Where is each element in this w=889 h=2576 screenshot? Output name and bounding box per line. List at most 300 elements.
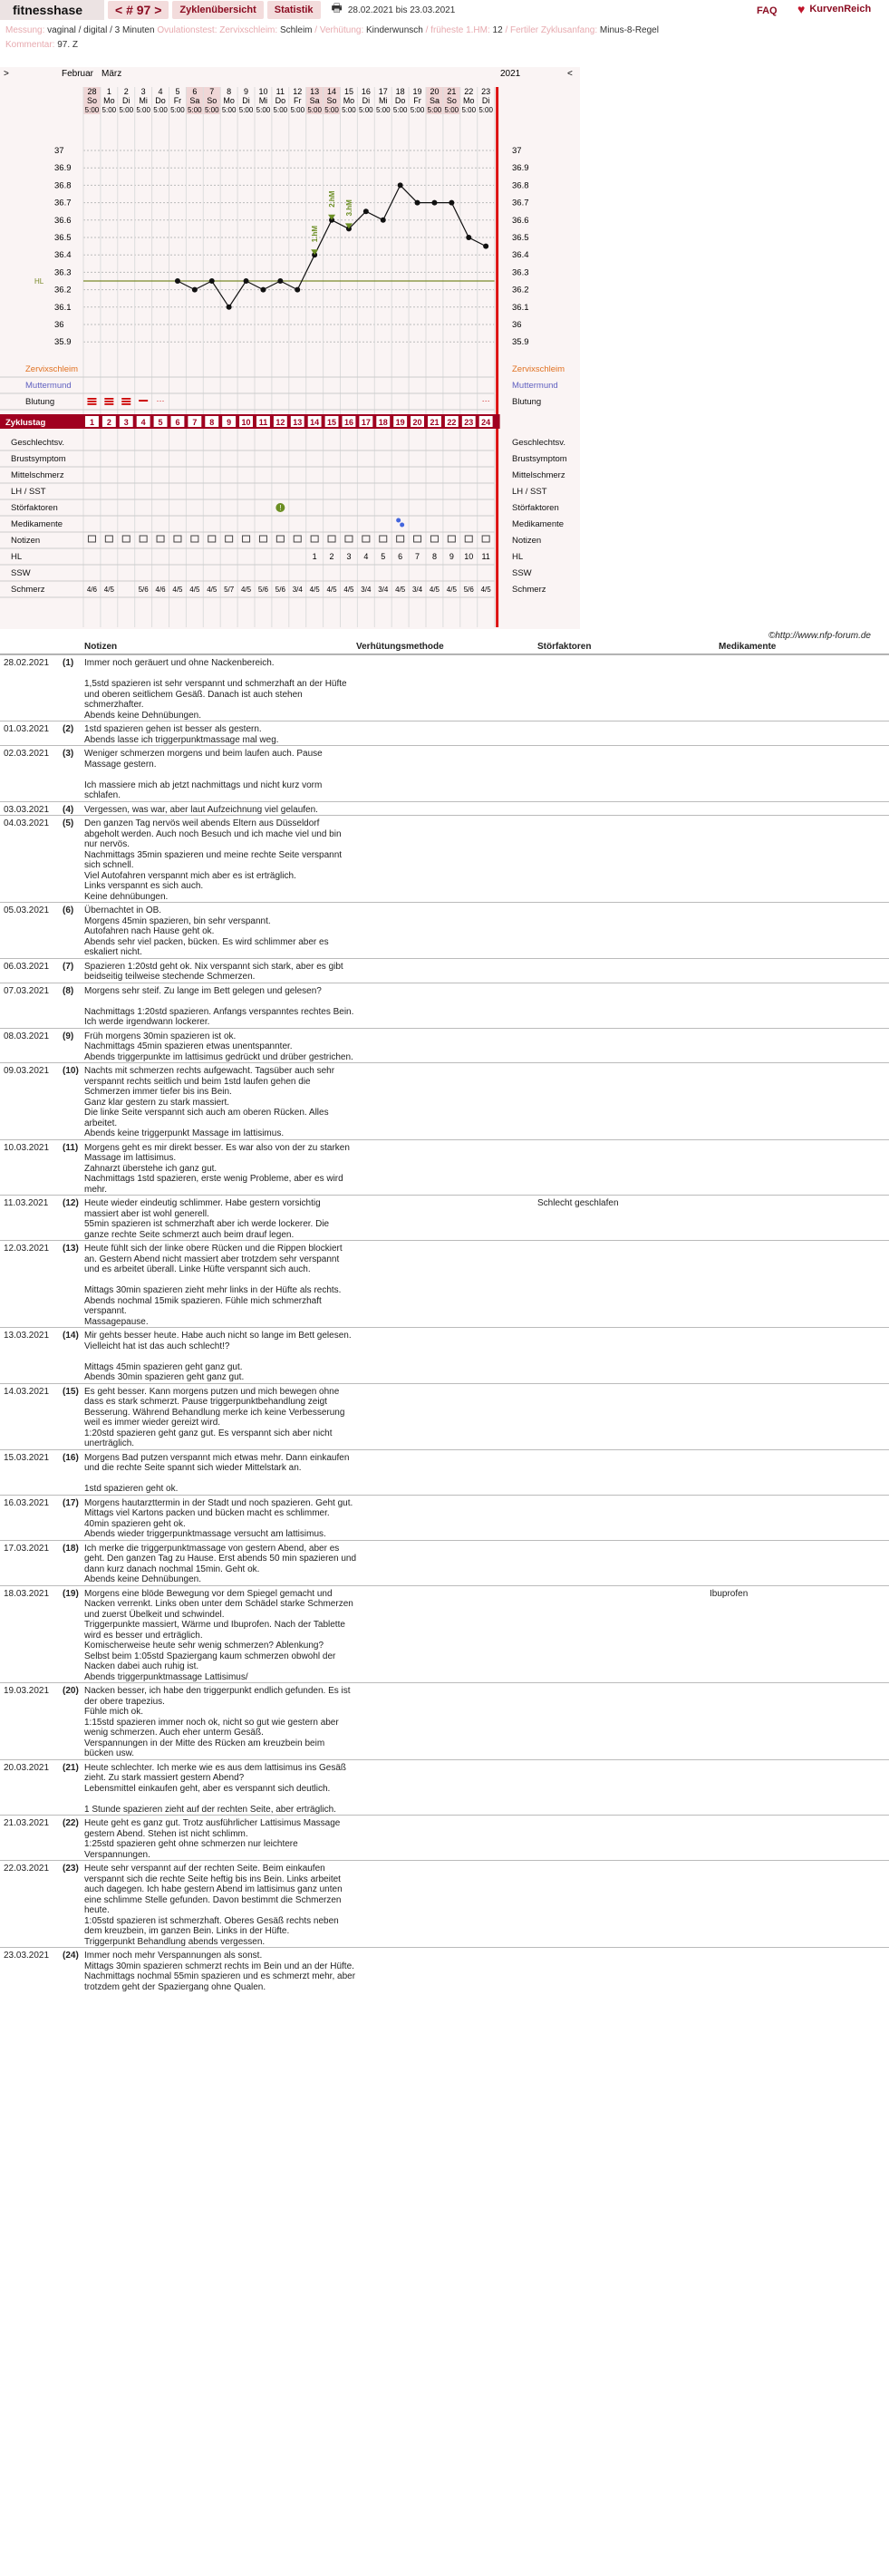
hl-number: 1 bbox=[312, 552, 317, 561]
measure-time: 5:00 bbox=[84, 106, 100, 114]
note-contra bbox=[356, 1066, 537, 1139]
note-text: Nacken besser, ich habe den triggerpunkt endlich gefunden. Es ist der obere trapezius. Fühle mich ok. 1:15std spazieren immer noch ok, nicht so gut wie gestern aber wenig schmerzen. Auch eher unterm Gesäß. Verspannungen in der Mitte des Rücken am kreuzbein beim bücken usw. bbox=[84, 1686, 351, 1758]
y-tick-right: 36.4 bbox=[512, 250, 529, 261]
row-label: Brustsymptom bbox=[11, 454, 66, 464]
note-date: 04.03.2021 bbox=[4, 818, 50, 828]
measure-time: 5:00 bbox=[256, 106, 271, 114]
row-label-right: Zervixschleim bbox=[512, 364, 565, 374]
note-row bbox=[0, 1815, 889, 1860]
pain-value: 4/5 bbox=[446, 586, 457, 594]
row-label: SSW bbox=[11, 568, 31, 578]
weekday: So bbox=[446, 96, 457, 105]
note-factors bbox=[537, 1763, 710, 1816]
month-label: März bbox=[101, 69, 122, 79]
row-label-right: SSW bbox=[512, 568, 532, 578]
pain-value: 4/5 bbox=[172, 586, 183, 594]
note-date: 10.03.2021 bbox=[4, 1142, 50, 1153]
note-row bbox=[0, 1139, 889, 1196]
hl-number: 4 bbox=[363, 552, 369, 561]
weekday: Mo bbox=[223, 96, 235, 105]
pain-value: 4/5 bbox=[103, 586, 114, 594]
cycle-day-number: 18 bbox=[378, 418, 388, 427]
y-tick-right: 37 bbox=[512, 146, 522, 156]
month-label: Februar bbox=[62, 69, 94, 79]
weekday: So bbox=[326, 96, 337, 105]
day-number: 7 bbox=[209, 87, 215, 96]
hm-mark: 3.hM bbox=[344, 199, 353, 217]
measure-time: 5:00 bbox=[375, 106, 391, 114]
note-text: Weniger schmerzen morgens und beim laufen auch. Pause Massage gestern. Ich massiere mich ab jetzt nachmittags und nicht kurz vorm schlafen. bbox=[84, 749, 323, 800]
note-date: 17.03.2021 bbox=[4, 1543, 50, 1554]
pain-value: 4/5 bbox=[207, 586, 217, 594]
weekday: Mo bbox=[343, 96, 355, 105]
note-text: Morgens Bad putzen verspannt mich etwas mehr. Dann einkaufen und die rechte Seite spannt sich wieder Mittelstark an. 1std spazieren geht ok. bbox=[84, 1452, 350, 1494]
note-icon bbox=[208, 536, 216, 542]
note-day: (17) bbox=[63, 1497, 79, 1508]
y-tick-right: 36.8 bbox=[512, 180, 529, 191]
day-number: 3 bbox=[140, 87, 146, 96]
note-row bbox=[0, 721, 889, 745]
nav-prev: > bbox=[4, 69, 9, 79]
bleeding-mark bbox=[121, 403, 130, 405]
note-contra bbox=[356, 1331, 537, 1383]
cycle-day-number: 5 bbox=[158, 418, 163, 427]
note-factors bbox=[537, 905, 710, 958]
day-number: 13 bbox=[310, 87, 320, 96]
note-contra bbox=[356, 1453, 537, 1495]
tab-overview[interactable]: Zyklenübersicht bbox=[172, 1, 263, 19]
pain-value: 5/6 bbox=[275, 586, 285, 594]
day-number: 19 bbox=[412, 87, 422, 96]
day-number: 15 bbox=[343, 87, 353, 96]
note-icon bbox=[448, 536, 455, 542]
temp-point bbox=[415, 200, 420, 206]
measure-time: 5:00 bbox=[153, 106, 168, 114]
note-text: Immer noch mehr Verspannungen als sonst. Mittags 30min spazieren schmerzt rechts im Bein und an der Hüfte. Nachmittags nochmal 55min spazieren und es schmerzt mehr, aber trotzdem geht der Spaziergang ohne Qualen. bbox=[84, 1951, 356, 1992]
pain-value: 3/4 bbox=[378, 586, 389, 594]
kurvenreich-link[interactable]: ♥ KurvenReich bbox=[797, 2, 872, 16]
note-contra bbox=[356, 1031, 537, 1063]
note-contra bbox=[356, 805, 537, 816]
row-label: Muttermund bbox=[25, 381, 72, 391]
bleeding-mark bbox=[104, 398, 113, 400]
note-date: 09.03.2021 bbox=[4, 1066, 50, 1076]
temp-point bbox=[295, 287, 300, 293]
note-icon bbox=[294, 536, 301, 542]
meta-key: Ovulationstest: bbox=[157, 25, 220, 35]
note-icon bbox=[380, 536, 387, 542]
heart-check-icon: ♥ bbox=[797, 2, 806, 16]
note-contra bbox=[356, 658, 537, 721]
y-tick: 36.6 bbox=[54, 215, 72, 226]
bleeding-mark bbox=[104, 401, 113, 402]
note-day: (24) bbox=[63, 1951, 79, 1961]
note-date: 15.03.2021 bbox=[4, 1452, 50, 1463]
note-text: Vergessen, was war, aber laut Aufzeichnung viel gelaufen. bbox=[84, 804, 318, 815]
note-row bbox=[0, 815, 889, 902]
row-label: Zervixschleim bbox=[25, 364, 79, 374]
row-label-right: Geschlechtsv. bbox=[512, 438, 565, 448]
note-factors bbox=[537, 1686, 710, 1759]
day-number: 5 bbox=[175, 87, 180, 96]
meta-key: / Fertiler Zyklusanfang: bbox=[505, 25, 600, 35]
note-date: 16.03.2021 bbox=[4, 1497, 50, 1508]
cycle-day-number: 11 bbox=[258, 418, 268, 427]
note-icon bbox=[140, 536, 147, 542]
measure-time: 5:00 bbox=[221, 106, 237, 114]
note-icon bbox=[191, 536, 198, 542]
measure-time: 5:00 bbox=[427, 106, 442, 114]
year-label: 2021 bbox=[500, 69, 521, 79]
note-date: 01.03.2021 bbox=[4, 724, 50, 734]
note-row bbox=[0, 1540, 889, 1585]
note-row bbox=[0, 1495, 889, 1540]
note-factors bbox=[537, 1143, 710, 1196]
note-factors bbox=[537, 1951, 710, 1992]
pain-value: 5/6 bbox=[463, 586, 474, 594]
note-date: 05.03.2021 bbox=[4, 905, 50, 915]
weekday: Fr bbox=[294, 96, 302, 105]
note-contra bbox=[356, 1244, 537, 1327]
note-contra bbox=[356, 1951, 537, 1992]
note-row bbox=[0, 1195, 889, 1240]
note-factors bbox=[537, 724, 710, 745]
measure-time: 5:00 bbox=[359, 106, 373, 114]
measure-time: 5:00 bbox=[136, 106, 150, 114]
row-label-right: Muttermund bbox=[512, 381, 558, 391]
row-label-right: Schmerz bbox=[512, 585, 546, 595]
temp-point bbox=[260, 287, 266, 293]
weekday: Di bbox=[122, 96, 130, 105]
note-text: Heute wieder eindeutig schlimmer. Habe gestern vorsichtig massiert aber ist wohl generell. 55min spazieren ist schmerzhaft aber ich werde lockerer. Die ganze rechte Seite schmerzt auch beim drauf legen. bbox=[84, 1198, 330, 1240]
weekday: Di bbox=[362, 96, 371, 105]
measure-time: 5:00 bbox=[119, 106, 134, 114]
day-number: 22 bbox=[464, 87, 474, 96]
row-label: HL bbox=[11, 552, 23, 562]
day-number: 18 bbox=[395, 87, 405, 96]
note-icon bbox=[88, 536, 95, 542]
note-factors bbox=[537, 1864, 710, 1947]
note-icon bbox=[276, 536, 284, 542]
note-contra bbox=[356, 962, 537, 983]
note-date: 20.03.2021 bbox=[4, 1762, 50, 1773]
temp-point bbox=[227, 305, 232, 310]
note-icon bbox=[430, 536, 438, 542]
cycle-day-number: 7 bbox=[192, 418, 198, 427]
y-tick: 36.7 bbox=[54, 198, 72, 208]
note-icon bbox=[311, 536, 318, 542]
day-number: 14 bbox=[327, 87, 337, 96]
measure-time: 5:00 bbox=[290, 106, 305, 114]
note-day: (20) bbox=[63, 1686, 79, 1696]
hm-mark: 2.hM bbox=[328, 190, 337, 208]
hl-number: 10 bbox=[464, 552, 474, 561]
note-factors bbox=[537, 1031, 710, 1063]
note-day: (14) bbox=[63, 1331, 79, 1341]
hl-number: 2 bbox=[329, 552, 334, 561]
note-row bbox=[0, 983, 889, 1028]
row-label: Blutung bbox=[25, 397, 55, 407]
cycle-day-number: 2 bbox=[106, 418, 111, 427]
note-text: Heute fühlt sich der linke obere Rücken und die Rippen blockiert an. Gestern Abend nicht massiert aber trotzdem sehr verspannt und es arbeitet überall. Linke Hüfte verspannt sich auch. Mittags 30min spazieren zieht mehr links in der Hüfte als rechts. Abends nochmal 15mik spazieren. Fühle mich schmerzhaft verspannt. Massagepause. bbox=[84, 1244, 343, 1327]
pain-value: 4/5 bbox=[309, 586, 320, 594]
y-tick: 36.4 bbox=[54, 250, 72, 261]
row-label-right: Mittelschmerz bbox=[512, 470, 565, 480]
measure-time: 5:00 bbox=[392, 106, 408, 114]
note-date: 07.03.2021 bbox=[4, 985, 50, 996]
bleeding-mark bbox=[121, 398, 130, 400]
day-number: 10 bbox=[258, 87, 268, 96]
note-text: Morgens eine blöde Bewegung vor dem Spiegel gemacht und Nacken verrenkt. Links oben unter dem Schädel starke Schmerzen und zuerst Übelkeit und schwindel. Triggerpunkte massiert, Wärme und Ibuprofen. Nach der Tablette wird es besser und erträglich. Komischerweise heute sehr wenig schmerzen? Ablenkung? Selbst beim 1:05std Spaziergang kaum schmerzen obwohl der Nacken dabei auch ruhig ist. Abends triggerpunktmassage Lattisimus/ bbox=[84, 1588, 353, 1682]
note-contra bbox=[356, 1763, 537, 1816]
nav-next: < bbox=[567, 69, 573, 79]
cycle-day-number: 1 bbox=[89, 418, 94, 427]
note-date: 21.03.2021 bbox=[4, 1818, 50, 1828]
measure-time: 5:00 bbox=[204, 106, 219, 114]
temp-point bbox=[381, 218, 386, 223]
note-text: Ich merke die triggerpunktmassage von gestern Abend, aber es geht. Den ganzen Tag zu Hause. Erst abends 50 min spazieren und dann kurz danach nochmal 15min. Geht ok. Abends keine Dehnübungen. bbox=[84, 1543, 357, 1584]
meta-key: Messung: bbox=[5, 25, 48, 35]
pain-value: 4/5 bbox=[429, 586, 440, 594]
measure-time: 5:00 bbox=[188, 106, 202, 114]
row-label: Mittelschmerz bbox=[11, 470, 64, 480]
measure-time: 5:00 bbox=[410, 106, 425, 114]
cycle-day-number: 15 bbox=[327, 418, 337, 427]
cycle-day-number: 9 bbox=[227, 418, 232, 427]
meta-key: Zervixschleim: bbox=[219, 25, 280, 35]
comment-line: Kommentar: 97. Z bbox=[5, 40, 79, 50]
note-text: Spazieren 1:20std geht ok. Nix verspannt sich stark, aber es gibt beidseitig teilweise stechende Schmerzen. bbox=[84, 961, 346, 982]
warning-icon-text: ! bbox=[279, 504, 282, 512]
row-label: Schmerz bbox=[11, 585, 45, 595]
note-text: Heute geht es ganz gut. Trotz ausführlicher Lattisimus Massage gestern Abend. Stehen ist nicht schlimm. 1:25std spazieren geht ohne schmerzen nur leichtere Verspannungen. bbox=[84, 1818, 341, 1860]
bleeding-mark bbox=[87, 403, 96, 405]
cycle-day-number: 4 bbox=[140, 418, 146, 427]
note-icon bbox=[259, 536, 266, 542]
pain-value: 4/5 bbox=[480, 586, 491, 594]
note-day: (13) bbox=[63, 1244, 79, 1254]
row-label-right: HL bbox=[512, 552, 524, 562]
note-factors bbox=[537, 1387, 710, 1449]
note-day: (2) bbox=[63, 724, 74, 734]
notes-table bbox=[0, 642, 889, 1992]
temp-point bbox=[192, 287, 198, 293]
temp-point bbox=[431, 200, 437, 206]
bleeding-mark bbox=[139, 400, 148, 402]
note-contra bbox=[356, 986, 537, 1028]
measure-time: 5:00 bbox=[170, 106, 185, 114]
note-row bbox=[0, 1947, 889, 1992]
weekday: Mo bbox=[103, 96, 115, 105]
note-factors bbox=[537, 1066, 710, 1139]
y-tick: 36.2 bbox=[54, 285, 72, 295]
pain-value: 3/4 bbox=[361, 586, 372, 594]
col-meds: Medikamente bbox=[719, 642, 777, 652]
cycle-day-number: 13 bbox=[293, 418, 303, 427]
note-icon bbox=[226, 536, 233, 542]
cycle-day-number: 17 bbox=[361, 418, 371, 427]
weekday: Di bbox=[481, 96, 490, 105]
note-text: Morgens sehr steif. Zu lange im Bett gelegen und gelesen? Nachmittags 1:20std spazieren. Anfangs verspanntes rechtes Bein. Ich werde irgendwann lockerer. bbox=[84, 985, 354, 1027]
note-day: (15) bbox=[63, 1386, 79, 1397]
weekday: Sa bbox=[189, 96, 200, 105]
cycle-day-number: 23 bbox=[464, 418, 474, 427]
note-icon bbox=[414, 536, 421, 542]
cycle-day-number: 3 bbox=[123, 418, 129, 427]
y-tick-right: 35.9 bbox=[512, 337, 529, 348]
note-row bbox=[0, 745, 889, 801]
note-date: 11.03.2021 bbox=[4, 1198, 49, 1208]
row-label-right: Blutung bbox=[512, 397, 542, 407]
note-date: 02.03.2021 bbox=[4, 749, 50, 759]
note-row bbox=[0, 654, 889, 721]
day-number: 12 bbox=[293, 87, 303, 96]
measure-time: 5:00 bbox=[324, 106, 339, 114]
note-day: (16) bbox=[63, 1452, 79, 1463]
note-icon bbox=[105, 536, 112, 542]
note-contra bbox=[356, 905, 537, 958]
note-day: (23) bbox=[63, 1864, 79, 1874]
col-notes: Notizen bbox=[84, 642, 118, 652]
tab-statistics[interactable]: Statistik bbox=[267, 1, 321, 19]
note-row bbox=[0, 1860, 889, 1947]
row-label-right: Brustsymptom bbox=[512, 454, 567, 464]
weekday: Do bbox=[155, 96, 166, 105]
note-factors bbox=[537, 1453, 710, 1495]
note-date: 22.03.2021 bbox=[4, 1864, 50, 1874]
temp-point bbox=[277, 278, 283, 284]
note-text: Immer noch geräuert und ohne Nackenbereich. 1,5std spazieren ist sehr verspannt und schmerzhaft an der Hüfte und oberen seitlichem Gesäß. Danach ist auch stehen schmerzhafter. Abends keine Dehnübungen. bbox=[84, 658, 347, 721]
day-number: 23 bbox=[481, 87, 491, 96]
weekday: Mo bbox=[462, 96, 475, 105]
day-number: 9 bbox=[244, 87, 249, 96]
note-row bbox=[0, 1449, 889, 1495]
note-contra bbox=[356, 1544, 537, 1585]
note-contra bbox=[356, 818, 537, 902]
note-text: Heute schlechter. Ich merke wie es aus dem lattisimus ins Gesäß zieht. Zu stark massiert gestern Abend? Lebensmittel einkaufen geht, aber es verspannt sich deutlich. 1 Stunde spazieren zieht auf der rechten Seite, aber erträglich. bbox=[84, 1762, 347, 1815]
meta-key: / Verhütung: bbox=[314, 25, 367, 35]
note-factors bbox=[537, 1544, 710, 1585]
cycle-nav[interactable]: < # 97 > bbox=[108, 1, 169, 19]
pain-value: 4/6 bbox=[86, 586, 98, 594]
note-text: Morgens hautarzttermin in der Stadt und noch spazieren. Geht gut. Mittags viel Kartons packen und bücken macht es schlimmer. 40min spazieren geht ok. Abends wieder triggerpunktmassage versucht am lattisimus. bbox=[84, 1497, 353, 1539]
pain-value: 3/4 bbox=[292, 586, 303, 594]
cycle-day-number: 10 bbox=[241, 418, 251, 427]
hl-number: 5 bbox=[381, 552, 386, 561]
temp-point bbox=[483, 244, 488, 249]
y-tick-right: 36.7 bbox=[512, 198, 529, 208]
y-tick: 36.9 bbox=[54, 163, 72, 174]
note-day: (4) bbox=[63, 804, 74, 815]
y-tick: 36.3 bbox=[54, 267, 72, 278]
pill-icon bbox=[396, 518, 401, 523]
note-contra bbox=[356, 1198, 537, 1240]
row-label: LH / SST bbox=[11, 487, 46, 497]
hl-number: 8 bbox=[431, 552, 437, 561]
bleeding-mark bbox=[87, 398, 96, 400]
note-row bbox=[0, 958, 889, 983]
note-day: (22) bbox=[63, 1818, 79, 1828]
temp-point bbox=[244, 278, 249, 284]
printer-icon[interactable]: 🖶 bbox=[331, 1, 343, 15]
pain-value: 4/5 bbox=[240, 586, 252, 594]
note-text: Übernachtet in OB. Morgens 45min spazieren, bin sehr verspannt. Autofahren nach Hause geht ok. Abends sehr viel packen, bücken. Es wird schlimmer aber es eskaliert nicht. bbox=[84, 905, 329, 957]
note-day: (8) bbox=[63, 985, 74, 996]
faq-link[interactable]: FAQ bbox=[757, 5, 778, 16]
note-day: (1) bbox=[63, 658, 74, 668]
hl-label: HL bbox=[34, 277, 44, 286]
meta-value: vaginal / digital / 3 Minuten bbox=[47, 25, 158, 35]
meta-value: Kinderwunsch bbox=[366, 25, 426, 35]
note-row bbox=[0, 1062, 889, 1139]
hl-number: 7 bbox=[415, 552, 420, 561]
hl-number: 3 bbox=[346, 552, 352, 561]
temp-point bbox=[449, 200, 454, 206]
y-tick-right: 36.9 bbox=[512, 163, 529, 174]
note-text: Früh morgens 30min spazieren ist ok. Nachmittags 45min spazieren etwas unentspannter. Abends triggerpunkte im lattisimus gedrückt und drüber gestrichen. bbox=[84, 1031, 353, 1062]
y-tick: 37 bbox=[54, 146, 64, 156]
temp-point bbox=[209, 278, 215, 284]
meta-value: 12 bbox=[492, 25, 506, 35]
cycle-day-number: 22 bbox=[447, 418, 457, 427]
y-tick-right: 36 bbox=[512, 320, 522, 330]
bleeding-mark bbox=[104, 403, 113, 405]
pain-value: 4/5 bbox=[189, 586, 200, 594]
day-number: 20 bbox=[430, 87, 440, 96]
note-date: 14.03.2021 bbox=[4, 1386, 50, 1397]
note-factors bbox=[537, 1589, 710, 1683]
note-icon bbox=[157, 536, 164, 542]
weekday: Sa bbox=[429, 96, 440, 105]
brand-logo: fitnesshase bbox=[0, 0, 104, 20]
y-tick-right: 36.5 bbox=[512, 233, 529, 243]
cycle-day-number: 24 bbox=[481, 418, 491, 427]
note-row bbox=[0, 1028, 889, 1063]
note-icon bbox=[328, 536, 335, 542]
weekday: Fr bbox=[173, 96, 182, 105]
day-number: 21 bbox=[447, 87, 457, 96]
top-bar bbox=[0, 0, 889, 20]
weekday: So bbox=[86, 96, 97, 105]
y-tick: 35.9 bbox=[54, 337, 72, 348]
row-label: Zyklustag bbox=[5, 418, 46, 428]
day-number: 6 bbox=[192, 87, 198, 96]
weekday: Do bbox=[394, 96, 406, 105]
hm-mark: 1.hM bbox=[311, 225, 320, 243]
note-icon bbox=[482, 536, 489, 542]
note-icon bbox=[397, 536, 404, 542]
note-text: Nachts mit schmerzen rechts aufgewacht. Tagsüber auch sehr verspannt rechts seitlich und beim 1std laufen gehen die Schmerzen immer tiefer bis ins Bein. Ganz klar gestern zu stark massiert. Die linke Seite verspannt sich auch am oberen Rücken. Alles arbeitet. Abends keine triggerpunkt Massage im lattisimus. bbox=[84, 1066, 335, 1138]
spotting-mark: ··· bbox=[481, 396, 490, 405]
bleeding-mark bbox=[87, 401, 96, 402]
cycle-day-number: 6 bbox=[175, 418, 180, 427]
weekday: Do bbox=[275, 96, 286, 105]
y-tick-right: 36.2 bbox=[512, 285, 529, 295]
pain-value: 4/5 bbox=[343, 586, 354, 594]
note-date: 18.03.2021 bbox=[4, 1588, 50, 1599]
measure-time: 5:00 bbox=[461, 106, 477, 114]
pain-value: 5/6 bbox=[257, 586, 269, 594]
measure-time: 5:00 bbox=[342, 106, 356, 114]
note-day: (6) bbox=[63, 905, 74, 915]
note-contra bbox=[356, 749, 537, 801]
note-factors bbox=[537, 1331, 710, 1383]
note-row bbox=[0, 1759, 889, 1816]
note-row bbox=[0, 1585, 889, 1683]
note-contra bbox=[356, 1818, 537, 1860]
temp-point bbox=[398, 182, 403, 188]
row-label-right: Notizen bbox=[512, 536, 542, 546]
